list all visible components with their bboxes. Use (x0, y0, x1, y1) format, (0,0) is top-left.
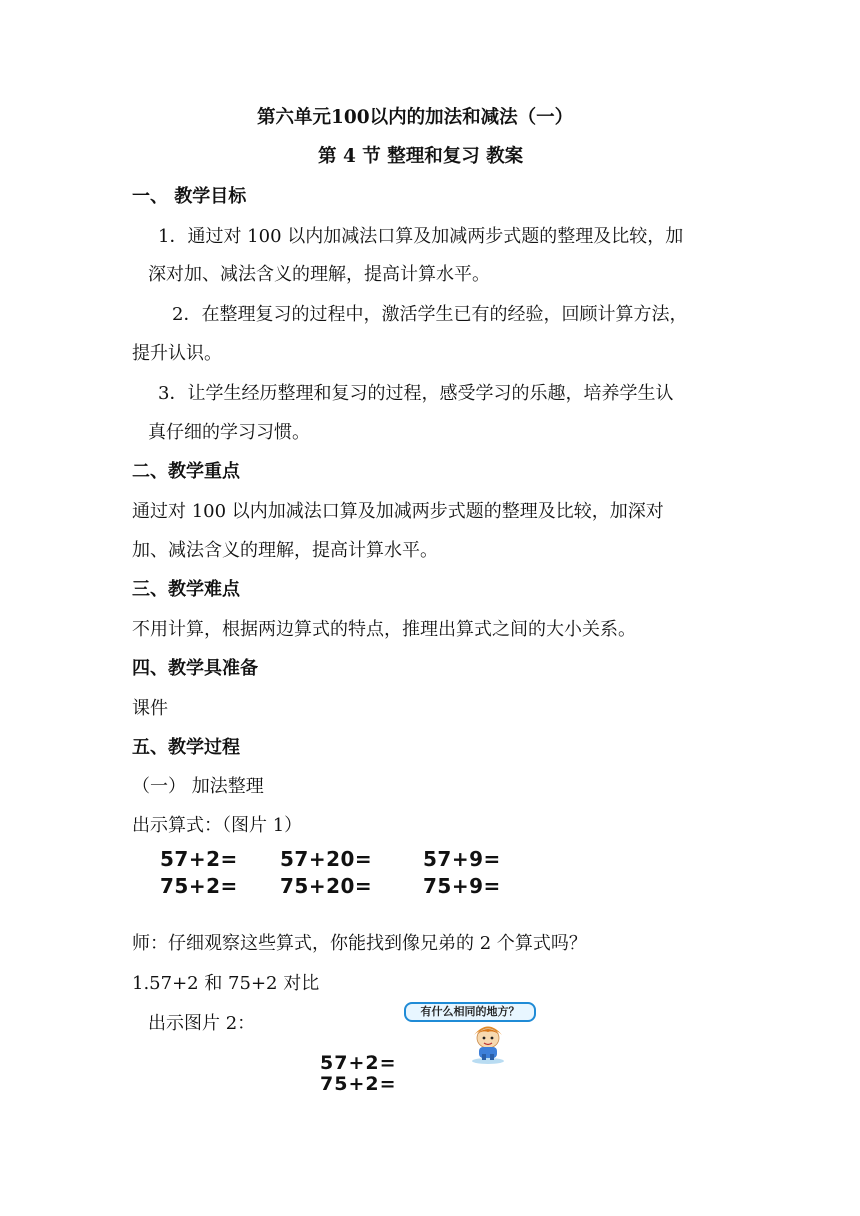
equation: 75+20= (280, 874, 373, 898)
section-heading-materials: 四、教学具准备 (132, 658, 258, 679)
section-heading-key-points: 二、教学重点 (132, 461, 240, 482)
section-heading-objectives: 一、 教学目标 (132, 186, 247, 207)
section-heading-process: 五、教学过程 (132, 737, 240, 758)
key-points-line-2: 加、减法含义的理解，提高计算水平。 (132, 540, 438, 561)
equation: 57+9= (423, 847, 501, 871)
equation: 57+20= (280, 847, 373, 871)
document-title: 第六单元100以内的加法和减法（一） (257, 107, 574, 128)
equation: 57+2= (160, 847, 238, 871)
equation: 75+2= (320, 1073, 397, 1095)
teacher-question: 师：仔细观察这些算式，你能找到像兄弟的 2 个算式吗？ (132, 933, 587, 954)
child-illustration-icon (466, 1020, 510, 1064)
process-show-picture-2: 出示图片 2： (148, 1013, 256, 1034)
section-heading-difficulties: 三、教学难点 (132, 579, 240, 600)
objective-3-line-2: 真仔细的学习习惯。 (148, 422, 310, 443)
equation: 75+2= (160, 874, 238, 898)
difficulties-line-1: 不用计算，根据两边算式的特点，推理出算式之间的大小关系。 (132, 619, 636, 640)
objective-1-line-1: 1．通过对 100 以内加减法口算及加减两步式题的整理及比较，加 (158, 226, 684, 247)
objective-1-line-2: 深对加、减法含义的理解，提高计算水平。 (148, 264, 490, 285)
key-points-line-1: 通过对 100 以内加减法口算及加减两步式题的整理及比较，加深对 (132, 501, 664, 522)
document-subtitle: 第 4 节 整理和复习 教案 (318, 146, 524, 167)
speech-bubble: 有什么相同的地方？ (404, 1002, 536, 1022)
process-show-picture-1: 出示算式：（图片 1） (132, 815, 303, 836)
materials-line-1: 课件 (132, 698, 168, 719)
objective-2-line-1: 2．在整理复习的过程中，激活学生已有的经验，回顾计算方法， (172, 304, 688, 325)
process-subheading-addition: （一） 加法整理 (132, 776, 264, 797)
objective-2-line-2: 提升认识。 (132, 343, 222, 364)
equation: 75+9= (423, 874, 501, 898)
objective-3-line-1: 3．让学生经历整理和复习的过程，感受学习的乐趣，培养学生认 (158, 383, 674, 404)
equation: 57+2= (320, 1052, 397, 1074)
comparison-heading: 1.57+2 和 75+2 对比 (132, 973, 320, 994)
